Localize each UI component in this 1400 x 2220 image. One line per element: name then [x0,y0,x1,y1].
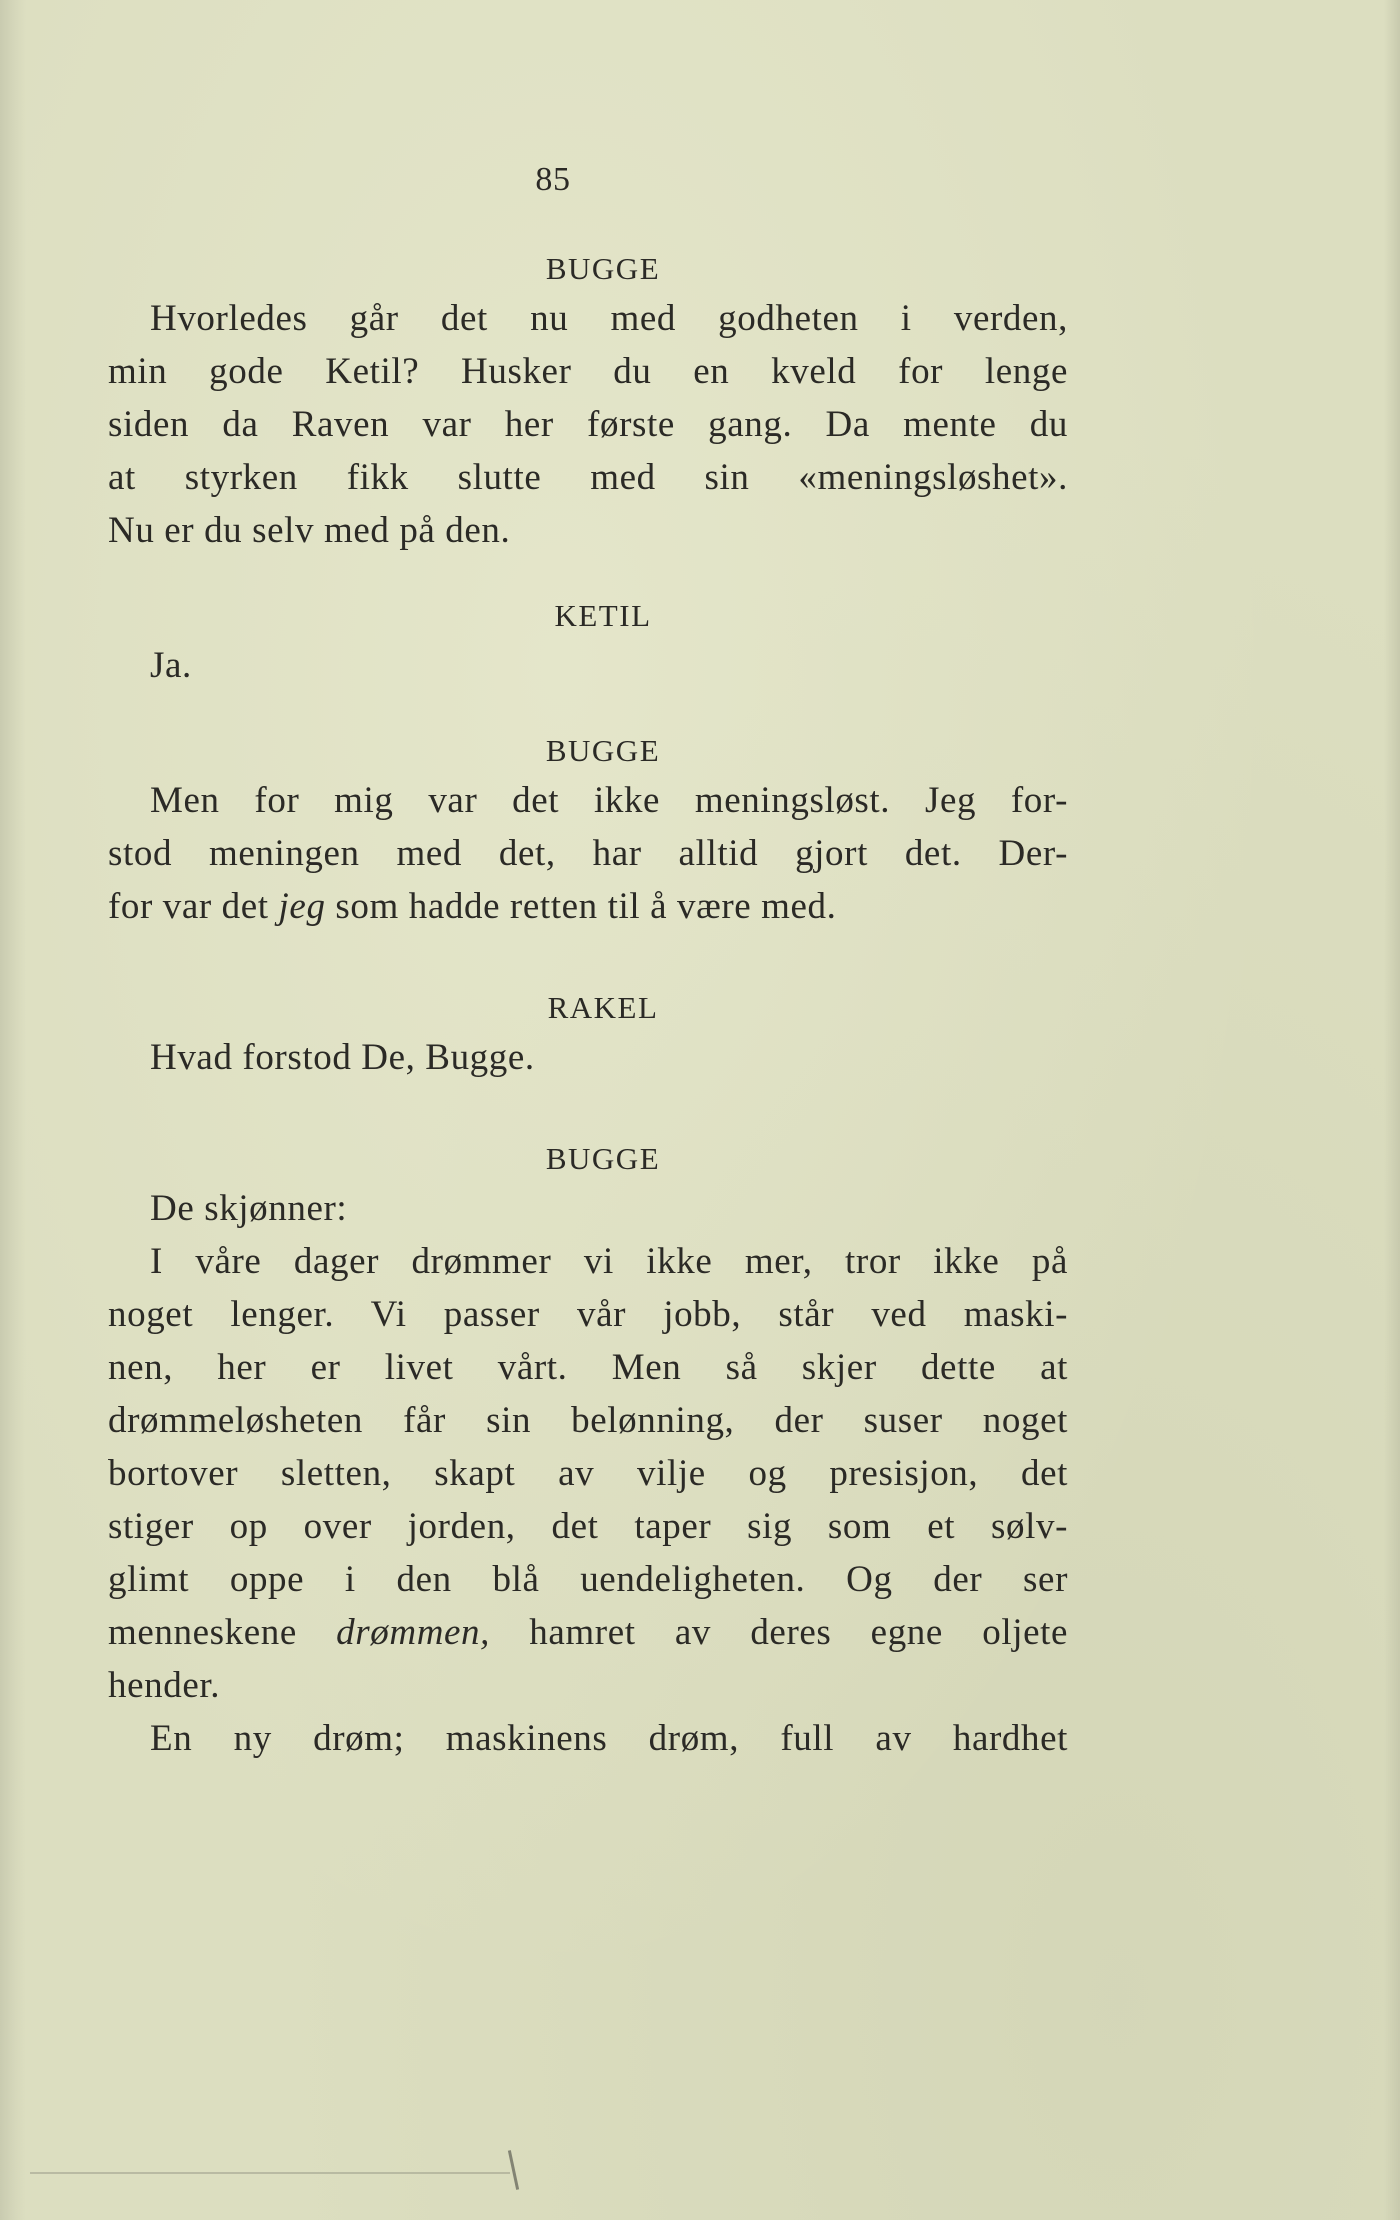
speaker-name: BUGGE [545,251,661,286]
text-line [108,1606,1068,1659]
text-segment: for var det [108,886,279,927]
speaker-name: BUGGE [545,733,661,768]
text-line: Ja. [150,645,192,686]
text-line: De skjønner: [150,1188,348,1229]
text-line: Nu er du selv med på den. [108,510,511,551]
speaker-name: BUGGE [545,1141,661,1176]
text-line: stiger op over jorden, det taper sig som et sølv- [108,1506,1068,1547]
page-text [108,160,1068,1765]
text-line: siden da Raven var her første gang. Da mente du [108,404,1068,445]
text-line: bortover sletten, skapt av vilje og presisjon, det [108,1453,1068,1494]
dialogue-text [108,292,1068,557]
dialogue-text [108,774,1068,933]
emphasis-text: drømmen, [336,1612,490,1653]
text-line: stod meningen med det, har alltid gjort det. Der- [108,833,1068,874]
text-line: drømmeløsheten får sin belønning, der suser noget [108,1400,1068,1441]
page-edge-shadow [1384,0,1400,2220]
text-line: En ny drøm; maskinens drøm, full av hardhet [150,1718,1068,1759]
emphasis-text: jeg [278,886,326,927]
text-segment: hamret av deres egne oljete [489,1612,1069,1653]
text-line: Men for mig var det ikke meningsløst. Jeg for- [150,780,1068,821]
speaker-name: KETIL [554,598,652,633]
text-line: hender. [108,1665,221,1706]
text-line: I våre dager drømmer vi ikke mer, tror ikke på [150,1241,1068,1282]
dialogue-text [108,1031,1068,1084]
dialogue-text [108,639,1068,692]
scan-artifact-mark [508,2150,519,2190]
text-line: glimt oppe i den blå uendeligheten. Og der ser [108,1559,1068,1600]
text-line: min gode Ketil? Husker du en kveld for lenge [108,351,1068,392]
speaker-name: RAKEL [547,990,659,1025]
text-line: noget lenger. Vi passer vår jobb, står ved maski- [108,1294,1068,1335]
text-line: Hvad forstod De, Bugge. [150,1037,535,1078]
page-number: 85 [535,161,571,198]
text-segment: som hadde retten til å være med. [325,886,837,927]
dialogue-text [108,1182,1068,1765]
page-gutter-shadow [0,0,26,2220]
text-line: Hvorledes går det nu med godheten i verden, [150,298,1068,339]
scan-artifact-line [30,2172,510,2174]
text-line: nen, her er livet vårt. Men så skjer dette at [108,1347,1068,1388]
text-line: at styrken fikk slutte med sin «meningsløshet». [108,457,1068,498]
text-line [108,880,1068,933]
text-segment: menneskene [108,1612,337,1653]
